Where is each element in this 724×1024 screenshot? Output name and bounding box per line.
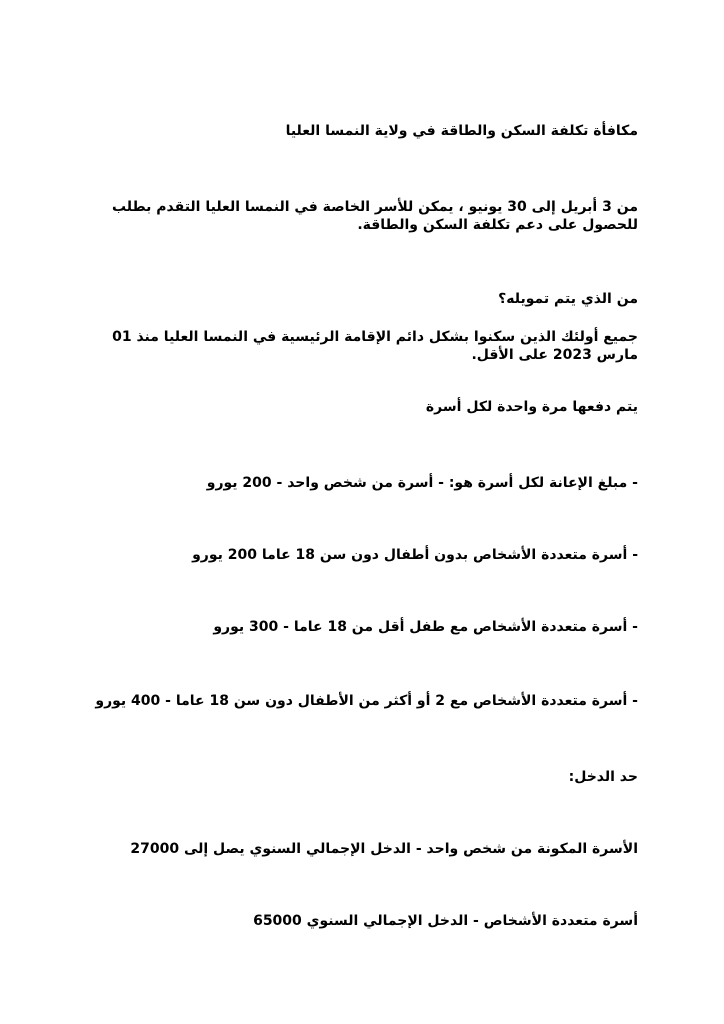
benefit-item: - أسرة متعددة الأشخاص بدون أطفال دون سن 18 عاما 200 يورو [192, 547, 638, 563]
benefit-item: - أسرة متعددة الأشخاص مع 2 أو أكثر من الأطفال دون سن 18 عاما - 400 يورو [95, 693, 638, 709]
income-limit-item: الأسرة المكونة من شخص واحد - الدخل الإجمالي السنوي يصل إلى 27000 [130, 841, 638, 857]
income-limit-heading: حد الدخل: [568, 769, 638, 785]
eligibility-question: من الذي يتم تمويله؟ [498, 291, 638, 307]
intro-paragraph: من 3 أبريل إلى 30 يونيو ، يمكن للأسر الخاصة في النمسا العليا التقدم بطلب للحصول على دعم تكلفة السكن والطاقة. [111, 199, 638, 233]
benefit-item: - أسرة متعددة الأشخاص مع طفل أقل من 18 عاما - 300 يورو [213, 619, 638, 635]
benefit-item: - مبلغ الإعانة لكل أسرة هو: - أسرة من شخص واحد - 200 يورو [206, 475, 638, 491]
document-title: مكافأة تكلفة السكن والطاقة في ولاية النمسا العليا [285, 123, 638, 139]
payment-note: يتم دفعها مرة واحدة لكل أسرة [425, 399, 638, 415]
income-limit-item: أسرة متعددة الأشخاص - الدخل الإجمالي السنوي 65000 [253, 913, 638, 929]
eligibility-answer: جميع أولئك الذين سكنوا بشكل دائم الإقامة الرئيسية في النمسا العليا منذ 01 مارس 2023 على الأقل. [112, 329, 638, 363]
